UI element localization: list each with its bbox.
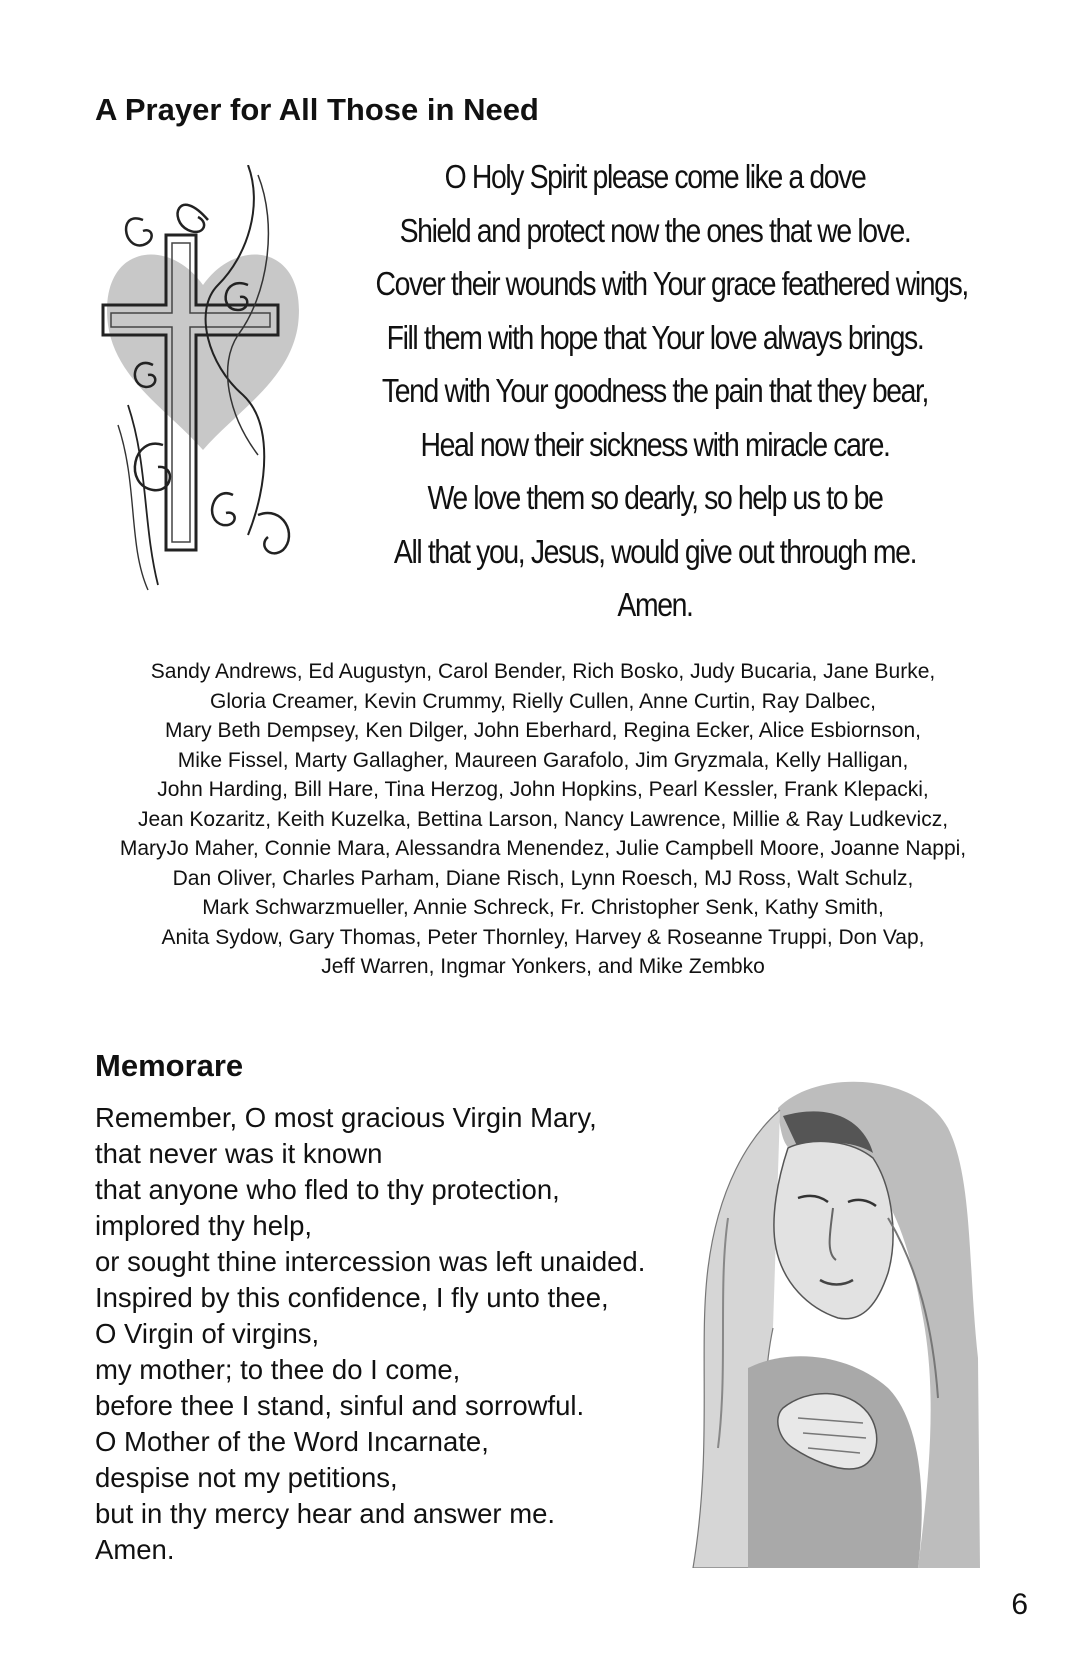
- page-number: 6: [1011, 1588, 1028, 1621]
- names-line: Mary Beth Dempsey, Ken Dilger, John Eberhard, Regina Ecker, Alice Esbiornson,: [165, 719, 921, 742]
- memorare-line: that anyone who fled to thy protection,: [95, 1174, 560, 1205]
- memorare-line: implored thy help,: [95, 1210, 313, 1241]
- memorare-line: Amen.: [95, 1534, 175, 1565]
- memorare-line: Remember, O most gracious Virgin Mary,: [95, 1102, 597, 1133]
- memorare-line: despise not my petitions,: [95, 1462, 398, 1493]
- poem-line: All that you, Jesus, would give out through me.: [393, 532, 917, 570]
- names-line: Sandy Andrews, Ed Augustyn, Carol Bender, Rich Bosko, Judy Bucaria, Jane Burke,: [150, 660, 936, 683]
- names-line: Mark Schwarzmueller, Annie Schreck, Fr. Christopher Senk, Kathy Smith,: [202, 896, 884, 919]
- names-line: Jeff Warren, Ingmar Yonkers, and Mike Zembko: [321, 955, 765, 978]
- memorare-line: my mother; to thee do I come,: [95, 1354, 461, 1385]
- memorare-line: before thee I stand, sinful and sorrowful.: [95, 1390, 585, 1421]
- memorare-line: that never was it known: [95, 1138, 383, 1169]
- poem-line: Shield and protect now the ones that we love.: [399, 211, 911, 249]
- names-line: Dan Oliver, Charles Parham, Diane Risch, Lynn Roesch, MJ Ross, Walt Schulz,: [172, 866, 914, 890]
- names-line: Jean Kozaritz, Keith Kuzelka, Bettina Larson, Nancy Lawrence, Millie & Ray Ludkevicz,: [137, 807, 949, 831]
- names-line: John Harding, Bill Hare, Tina Herzog, John Hopkins, Pearl Kessler, Frank Klepacki,: [157, 778, 929, 801]
- prayer-title: A Prayer for All Those in Need: [95, 92, 539, 127]
- names-line: Mike Fissel, Marty Gallagher, Maureen Garafolo, Jim Gryzmala, Kelly Halligan,: [177, 748, 909, 772]
- poem-line: Heal now their sickness with miracle care.: [420, 425, 890, 463]
- names-line: MaryJo Maher, Connie Mara, Alessandra Menendez, Julie Campbell Moore, Joanne Nappi,: [119, 837, 967, 860]
- memorare-line: Inspired by this confidence, I fly unto thee,: [95, 1282, 609, 1313]
- cross-heart-icon: [98, 165, 308, 595]
- memorare-text: [95, 1100, 715, 1568]
- poem-line: Amen.: [617, 586, 693, 623]
- memorare-line: or sought thine intercession was left unaided.: [95, 1246, 646, 1277]
- poem-line: O Holy Spirit please come like a dove: [444, 158, 866, 195]
- names-line: Anita Sydow, Gary Thomas, Peter Thornley, Harvey & Roseanne Truppi, Don Vap,: [161, 925, 925, 949]
- virgin-mary-illustration: [688, 1068, 980, 1568]
- poem-line: We love them so dearly, so help us to be: [427, 479, 883, 516]
- prayer-poem: [330, 150, 980, 632]
- poem-line: Cover their wounds with Your grace feathered wings,: [375, 265, 968, 302]
- memorare-title: Memorare: [95, 1048, 244, 1083]
- poem-line: Tend with Your goodness the pain that they bear,: [381, 372, 929, 409]
- names-list: [40, 657, 1046, 982]
- memorare-line: but in thy mercy hear and answer me.: [95, 1498, 556, 1529]
- poem-line: Fill them with hope that Your love always brings.: [386, 318, 924, 356]
- memorare-line: O Mother of the Word Incarnate,: [95, 1426, 489, 1457]
- memorare-line: O Virgin of virgins,: [95, 1318, 320, 1349]
- names-line: Gloria Creamer, Kevin Crummy, Rielly Cullen, Anne Curtin, Ray Dalbec,: [209, 689, 876, 713]
